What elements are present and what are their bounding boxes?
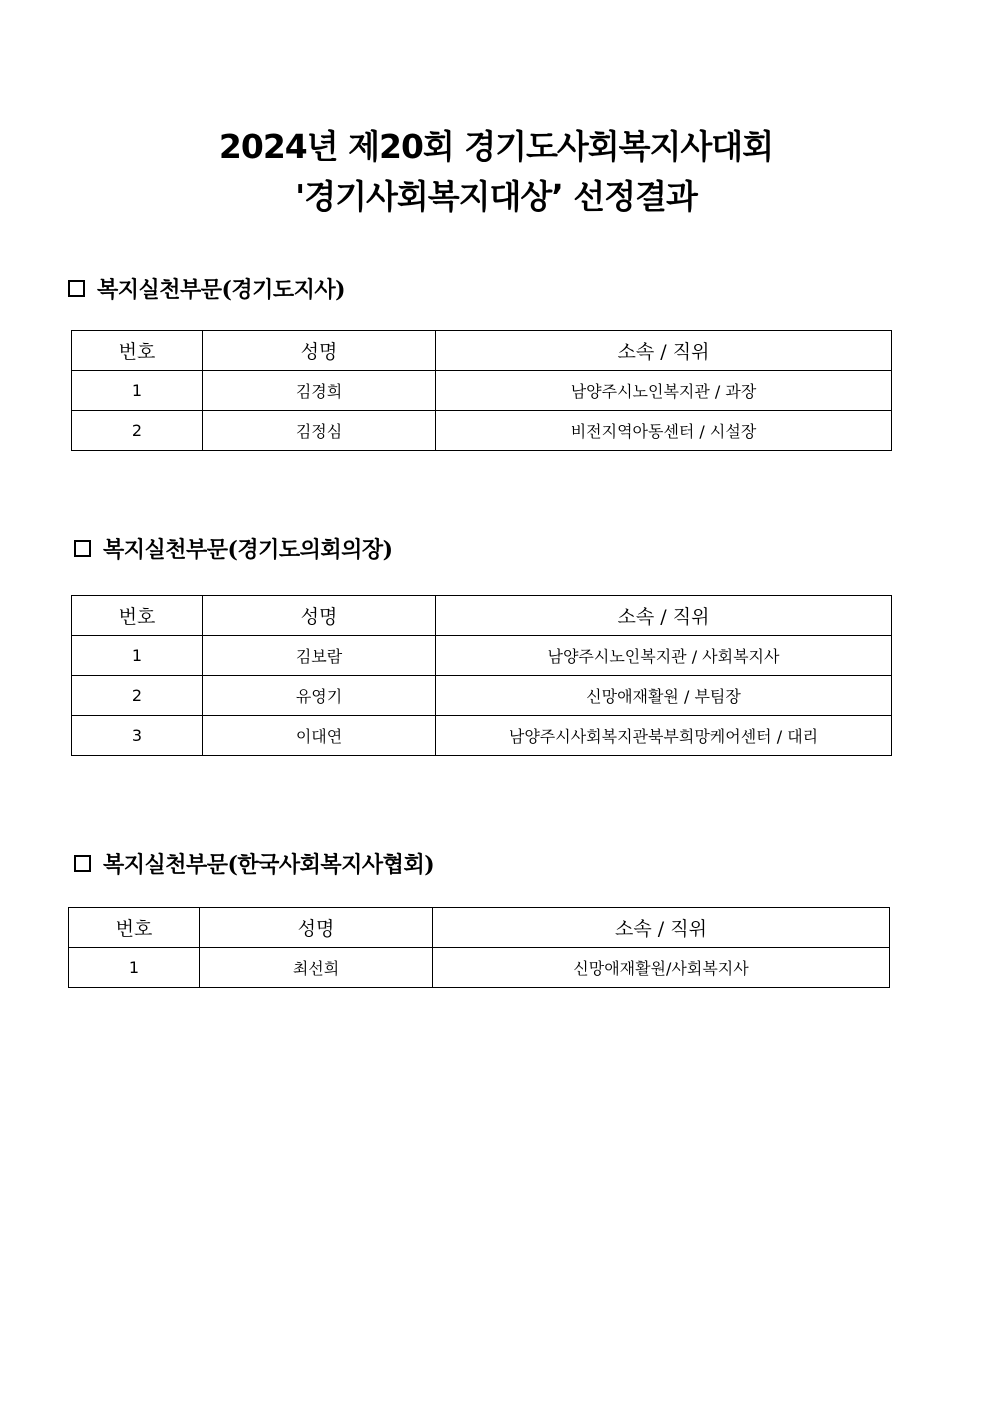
column-header-name: 성명 <box>200 908 433 948</box>
cell-number: 1 <box>72 371 203 411</box>
table-header-row <box>72 596 892 636</box>
cell-affiliation: 남양주시사회복지관북부희망케어센터 / 대리 <box>436 716 892 756</box>
section-heading-kasw <box>74 848 434 879</box>
cell-name: 이대연 <box>203 716 436 756</box>
table-row <box>72 371 892 411</box>
section-heading-label: 복지실천부문(한국사회복지사협회) <box>103 852 435 878</box>
cell-number: 2 <box>72 676 203 716</box>
cell-affiliation: 비전지역아동센터 / 시설장 <box>436 411 892 451</box>
table-row <box>72 636 892 676</box>
cell-number: 3 <box>72 716 203 756</box>
table-header-row <box>69 908 890 948</box>
column-header-name: 성명 <box>203 331 436 371</box>
column-header-affiliation: 소속 / 직위 <box>436 331 892 371</box>
cell-number: 1 <box>69 948 200 988</box>
cell-name: 김보람 <box>203 636 436 676</box>
cell-name: 김정심 <box>203 411 436 451</box>
column-header-affiliation: 소속 / 직위 <box>433 908 890 948</box>
section-heading-governor <box>68 273 345 304</box>
cell-affiliation: 남양주시노인복지관 / 사회복지사 <box>436 636 892 676</box>
column-header-affiliation: 소속 / 직위 <box>436 596 892 636</box>
cell-affiliation: 신망애재활원/사회복지사 <box>433 948 890 988</box>
cell-name: 유영기 <box>203 676 436 716</box>
cell-affiliation: 남양주시노인복지관 / 과장 <box>436 371 892 411</box>
result-table-governor <box>71 330 892 451</box>
table-row <box>72 411 892 451</box>
checkbox-icon <box>68 280 85 297</box>
document-title-line1: 2024년 제20회 경기도사회복지사대회 <box>218 127 774 166</box>
cell-affiliation: 신망애재활원 / 부팀장 <box>436 676 892 716</box>
cell-number: 1 <box>72 636 203 676</box>
column-header-number: 번호 <box>72 596 203 636</box>
table-header-row <box>72 331 892 371</box>
checkbox-icon <box>74 855 91 872</box>
table-row <box>72 716 892 756</box>
result-table-kasw <box>68 907 890 988</box>
table-row <box>72 676 892 716</box>
table-row <box>69 948 890 988</box>
column-header-number: 번호 <box>69 908 200 948</box>
cell-name: 김경희 <box>203 371 436 411</box>
cell-number: 2 <box>72 411 203 451</box>
checkbox-icon <box>74 540 91 557</box>
result-table-assembly-chair <box>71 595 892 756</box>
section-heading-label: 복지실천부문(경기도의회의장) <box>103 537 393 563</box>
cell-name: 최선희 <box>200 948 433 988</box>
column-header-name: 성명 <box>203 596 436 636</box>
section-heading-assembly-chair <box>74 533 393 564</box>
column-header-number: 번호 <box>72 331 203 371</box>
section-heading-label: 복지실천부문(경기도지사) <box>97 277 346 303</box>
document-title-line2: '경기사회복지대상’ 선정결과 <box>295 177 697 216</box>
